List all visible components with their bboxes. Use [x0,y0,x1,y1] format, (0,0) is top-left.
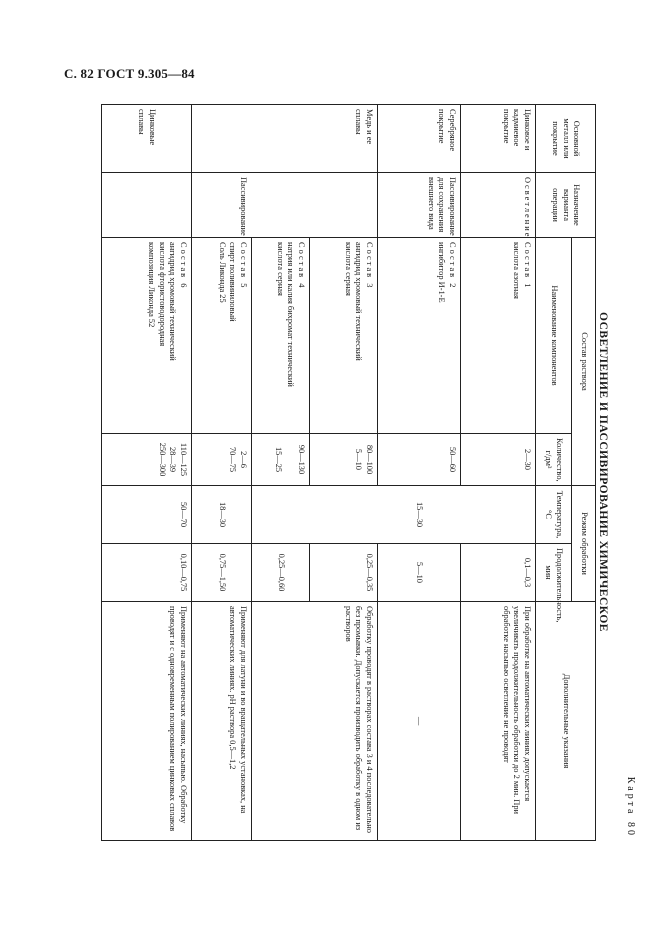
header-quantity: Количество, г/дм³ [536,434,572,486]
cell-temperature [252,486,310,544]
cell-notes: Обработку проводят в растворах состава 3 и 4 последовательно без промывки. Допускается производить обработку в одном из растворов [252,602,378,841]
header-temperature: Температура, °С [536,486,572,544]
cell-duration: 0,25—0,60 [252,544,310,602]
cell-purpose [102,173,192,238]
cell-composition: Состав 2 ингибитор И-1-Е [378,238,461,434]
cell-quantity: 2—6 70—75 [192,434,252,486]
cell-composition: Состав 1 кислота азотная [461,238,536,434]
cell-quantity: 90—130 15—25 [252,434,310,486]
cell-notes: Применяют на автоматических линиях, насыпью. Обработку проводят и с одновременным полированием цинковых сплавов [102,602,192,841]
cell-composition: Состав 4 натрия или калия бихромат технический кислота серная [252,238,310,434]
cell-composition: Состав 5 спирт поливиниловый Соль Ликонда 25 [192,238,252,434]
cell-temperature: 50—70 [102,486,192,544]
cell-duration: 0,10—0,75 [102,544,192,602]
cell-duration: 5—10 [378,544,461,602]
header-duration: Продолжительность, мин [536,544,572,602]
cell-notes: При обработке на автоматических линиях допускается увеличивать продолжительность обработки до 2 мин. При обработке насыпью осветление не проводят [461,602,536,841]
cell-temperature [310,486,378,544]
cell-quantity: 50—60 [378,434,461,486]
cell-temperature: 18—30 [192,486,252,544]
cell-composition: Состав 6 ангидрид хромовый технический кислота фтористоводородная композиция Ликонда 52 [102,238,192,434]
cell-temperature: 15—30 [378,486,461,544]
header-metal: Основной металл или покрытие [536,105,596,173]
cell-purpose [310,173,378,238]
cell-purpose: Осветление [461,173,536,238]
cell-temperature [461,486,536,544]
cell-metal [252,105,310,173]
cell-duration: 0,75—1,50 [192,544,252,602]
table-row [310,105,378,841]
header-purpose: Назначение варианта операции [536,173,596,238]
cell-metal: Медь и ее сплавы [310,105,378,173]
cell-metal: Цинковые сплавы [102,105,192,173]
treatment-table [101,104,596,841]
cell-duration: 0,25—0,35 [310,544,378,602]
cell-metal [192,105,252,173]
table-row [192,105,252,841]
rotated-table-block [102,104,636,840]
cell-notes: Применяют для латуни и во вращательных установках, на автоматических линиях. pH раствора 0,5—1,2 [192,602,252,841]
cell-quantity: 2—30 [461,434,536,486]
table-row [378,105,461,841]
cell-purpose: Пассивирование для сохранения внешнего вида [378,173,461,238]
cell-notes: — [378,602,461,841]
header-notes: Дополнительные указания [536,602,596,841]
table-row [461,105,536,841]
cell-quantity: 80—100 5—10 [310,434,378,486]
table-row [102,105,192,841]
cell-purpose: Пассивирование [192,173,252,238]
page-header: С. 82 ГОСТ 9.305—84 [64,66,195,81]
header-mode: Режим обработки [572,486,596,602]
card-label: Карта 80 [625,776,636,838]
cell-metal: Серебряное покрытие [378,105,461,173]
cell-purpose [252,173,310,238]
cell-metal: Цинковое и кадмиевое покрытие [461,105,536,173]
table-title: ОСВЕТЛЕНИЕ И ПАССИВИРОВАНИЕ ХИМИЧЕСКОЕ [597,312,609,632]
cell-composition: Состав 3 ангидрид хромовый технический кислота серная [310,238,378,434]
header-component: Наименование компонентов [536,238,572,434]
cell-quantity: 110—125 28—39 250—300 [102,434,192,486]
header-composition: Состав раствора [572,238,596,486]
cell-duration: 0,1—0,3 [461,544,536,602]
